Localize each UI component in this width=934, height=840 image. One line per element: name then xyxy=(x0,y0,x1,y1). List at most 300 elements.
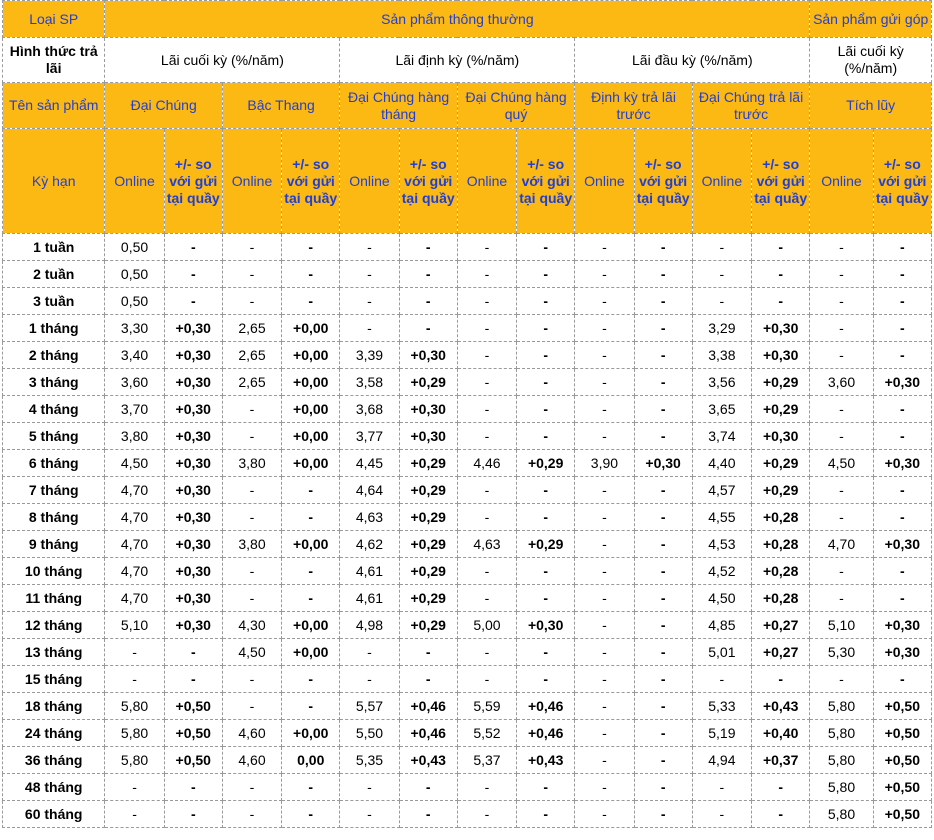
rate-diff-cell: +0,30 xyxy=(399,342,457,369)
term-cell: 24 tháng xyxy=(3,720,105,747)
rate-diff-cell: - xyxy=(517,396,575,423)
rate-online-cell: - xyxy=(340,288,399,315)
rate-online-cell: 0,50 xyxy=(105,261,164,288)
rate-diff-cell: - xyxy=(164,801,222,828)
rate-diff-cell: - xyxy=(399,315,457,342)
rate-online-cell: - xyxy=(222,423,281,450)
rate-online-cell: 4,40 xyxy=(692,450,751,477)
rate-diff-cell: - xyxy=(399,234,457,261)
rate-diff-cell: - xyxy=(282,585,340,612)
rate-online-cell: 4,63 xyxy=(340,504,399,531)
product-name-header: Tên sản phẩm xyxy=(3,83,105,129)
rate-online-cell: - xyxy=(457,639,516,666)
rate-diff-cell: +0,46 xyxy=(399,720,457,747)
rate-online-cell: - xyxy=(222,288,281,315)
rate-online-cell: 5,80 xyxy=(810,801,873,828)
table-row xyxy=(3,558,932,585)
rate-online-cell: 4,50 xyxy=(692,585,751,612)
rate-online-cell: 3,65 xyxy=(692,396,751,423)
rate-diff-cell: - xyxy=(634,423,692,450)
rate-diff-cell: +0,29 xyxy=(399,504,457,531)
rate-online-cell: - xyxy=(575,747,634,774)
rate-diff-cell: - xyxy=(517,639,575,666)
rate-online-cell: 3,56 xyxy=(692,369,751,396)
rate-online-cell: - xyxy=(810,666,873,693)
rate-diff-cell: +0,50 xyxy=(873,693,931,720)
term-cell: 1 tuần xyxy=(3,234,105,261)
rate-diff-cell: +0,28 xyxy=(752,558,810,585)
rate-diff-cell: +0,30 xyxy=(164,585,222,612)
rate-online-cell: - xyxy=(222,666,281,693)
rate-diff-cell: +0,29 xyxy=(399,612,457,639)
rate-online-cell: 4,98 xyxy=(340,612,399,639)
rate-diff-cell: - xyxy=(634,504,692,531)
rate-online-cell: 5,80 xyxy=(105,720,164,747)
rate-online-cell: - xyxy=(457,342,516,369)
table-row xyxy=(3,666,932,693)
rate-online-cell: - xyxy=(575,612,634,639)
rate-online-cell: - xyxy=(457,369,516,396)
payment-type-header: Hình thức trả lãi xyxy=(3,38,105,83)
rate-diff-cell: - xyxy=(517,288,575,315)
rate-diff-cell: - xyxy=(634,720,692,747)
rate-diff-cell: +0,30 xyxy=(164,531,222,558)
rate-online-cell: - xyxy=(575,396,634,423)
rate-diff-cell: 0,00 xyxy=(282,747,340,774)
rate-online-cell: 3,38 xyxy=(692,342,751,369)
rate-diff-cell: - xyxy=(164,666,222,693)
rate-online-cell: 3,68 xyxy=(340,396,399,423)
rate-diff-cell: +0,50 xyxy=(164,693,222,720)
rate-online-cell: - xyxy=(692,288,751,315)
rate-online-cell: - xyxy=(575,477,634,504)
rate-online-cell: 4,57 xyxy=(692,477,751,504)
rate-diff-cell: - xyxy=(634,477,692,504)
rate-online-cell: - xyxy=(575,720,634,747)
rate-online-cell: - xyxy=(105,774,164,801)
rate-online-cell: 4,70 xyxy=(105,585,164,612)
rate-online-cell: 3,60 xyxy=(810,369,873,396)
rate-diff-cell: - xyxy=(517,774,575,801)
rate-diff-cell: +0,30 xyxy=(752,342,810,369)
table-row xyxy=(3,288,932,315)
rate-online-cell: - xyxy=(692,234,751,261)
table-row xyxy=(3,342,932,369)
upfront-interest-header: Lãi đầu kỳ (%/năm) xyxy=(575,38,810,83)
rate-online-cell: - xyxy=(810,423,873,450)
rate-online-cell: 5,80 xyxy=(810,720,873,747)
term-cell: 8 tháng xyxy=(3,504,105,531)
rate-online-cell: 4,50 xyxy=(222,639,281,666)
product-dai-chung-tra-lai-truoc: Đại Chúng trả lãi trước xyxy=(692,83,810,129)
rate-online-cell: - xyxy=(692,801,751,828)
rate-online-cell: 0,50 xyxy=(105,234,164,261)
rate-online-cell: - xyxy=(575,315,634,342)
product-dai-chung-hang-quy: Đại Chúng hàng quý xyxy=(457,83,574,129)
rate-diff-cell: +0,30 xyxy=(164,477,222,504)
term-cell: 11 tháng xyxy=(3,585,105,612)
rate-diff-cell: +0,30 xyxy=(517,612,575,639)
rate-diff-cell: +0,29 xyxy=(399,450,457,477)
rate-online-cell: - xyxy=(575,342,634,369)
rate-diff-cell: +0,30 xyxy=(164,315,222,342)
rate-online-cell: 2,65 xyxy=(222,342,281,369)
rate-diff-cell: +0,29 xyxy=(399,369,457,396)
rate-diff-cell: - xyxy=(873,396,931,423)
rate-diff-cell: +0,29 xyxy=(399,531,457,558)
rate-online-cell: - xyxy=(222,477,281,504)
table-row xyxy=(3,504,932,531)
rate-online-cell: - xyxy=(575,423,634,450)
rate-diff-cell: - xyxy=(873,585,931,612)
rate-online-cell: 3,80 xyxy=(222,531,281,558)
rate-online-cell: 4,60 xyxy=(222,720,281,747)
rate-online-cell: 4,94 xyxy=(692,747,751,774)
rate-diff-cell: - xyxy=(752,801,810,828)
rate-diff-cell: - xyxy=(634,261,692,288)
rate-online-cell: 3,60 xyxy=(105,369,164,396)
rate-online-cell: - xyxy=(457,315,516,342)
rate-online-cell: - xyxy=(810,288,873,315)
rate-diff-cell: - xyxy=(282,558,340,585)
rate-online-cell: - xyxy=(457,774,516,801)
rate-online-cell: 4,55 xyxy=(692,504,751,531)
rate-diff-cell: - xyxy=(517,234,575,261)
rate-online-cell: 4,45 xyxy=(340,450,399,477)
rate-online-cell: 5,35 xyxy=(340,747,399,774)
rate-diff-cell: +0,30 xyxy=(164,558,222,585)
product-dinh-ky-tra-lai-truoc: Định kỳ trả lãi trước xyxy=(575,83,692,129)
rate-online-cell: 5,50 xyxy=(340,720,399,747)
rate-diff-cell: - xyxy=(634,558,692,585)
rate-diff-cell: - xyxy=(282,666,340,693)
rate-diff-cell: - xyxy=(282,504,340,531)
term-cell: 5 tháng xyxy=(3,423,105,450)
rate-online-cell: 4,70 xyxy=(105,504,164,531)
rate-online-cell: - xyxy=(457,234,516,261)
online-column-header: Online xyxy=(575,129,634,234)
rate-online-cell: - xyxy=(222,774,281,801)
rate-online-cell: 4,46 xyxy=(457,450,516,477)
rate-diff-cell: - xyxy=(517,801,575,828)
rate-diff-cell: - xyxy=(517,558,575,585)
rate-diff-cell: +0,28 xyxy=(752,531,810,558)
rate-diff-cell: - xyxy=(282,801,340,828)
installment-products-header: Sản phẩm gửi góp xyxy=(810,1,932,38)
rate-diff-cell: - xyxy=(634,315,692,342)
rate-diff-cell: - xyxy=(634,747,692,774)
rate-online-cell: 5,80 xyxy=(105,747,164,774)
rate-diff-cell: +0,30 xyxy=(164,423,222,450)
rate-online-cell: 5,00 xyxy=(457,612,516,639)
rate-online-cell: 4,70 xyxy=(105,477,164,504)
rate-diff-cell: - xyxy=(634,639,692,666)
rate-online-cell: - xyxy=(575,639,634,666)
regular-products-header: Sản phẩm thông thường xyxy=(105,1,810,38)
rate-diff-cell: - xyxy=(634,666,692,693)
rate-diff-cell: +0,50 xyxy=(164,720,222,747)
rate-diff-cell: +0,46 xyxy=(517,693,575,720)
rate-diff-cell: +0,27 xyxy=(752,639,810,666)
rate-diff-cell: - xyxy=(752,774,810,801)
rate-online-cell: 5,52 xyxy=(457,720,516,747)
rate-online-cell: - xyxy=(222,801,281,828)
rate-diff-cell: +0,50 xyxy=(873,747,931,774)
rate-online-cell: 5,19 xyxy=(692,720,751,747)
rate-online-cell: - xyxy=(575,504,634,531)
term-cell: 7 tháng xyxy=(3,477,105,504)
rate-diff-cell: +0,30 xyxy=(164,396,222,423)
rate-online-cell: - xyxy=(575,261,634,288)
online-column-header: Online xyxy=(340,129,399,234)
term-cell: 10 tháng xyxy=(3,558,105,585)
rate-online-cell: - xyxy=(692,774,751,801)
rate-diff-cell: +0,43 xyxy=(399,747,457,774)
rate-online-cell: 5,80 xyxy=(105,693,164,720)
rate-diff-cell: +0,29 xyxy=(517,531,575,558)
rate-online-cell: 4,63 xyxy=(457,531,516,558)
rate-diff-cell: +0,50 xyxy=(873,720,931,747)
rate-diff-cell: - xyxy=(399,774,457,801)
rate-online-cell: 4,61 xyxy=(340,585,399,612)
rate-diff-cell: +0,40 xyxy=(752,720,810,747)
rate-online-cell: - xyxy=(575,801,634,828)
rate-diff-cell: - xyxy=(634,234,692,261)
rate-online-cell: 3,29 xyxy=(692,315,751,342)
rate-online-cell: - xyxy=(810,342,873,369)
rate-online-cell: 3,90 xyxy=(575,450,634,477)
rate-online-cell: - xyxy=(457,477,516,504)
rate-diff-cell: - xyxy=(517,261,575,288)
rate-online-cell: 2,65 xyxy=(222,315,281,342)
rate-online-cell: 5,10 xyxy=(105,612,164,639)
term-cell: 60 tháng xyxy=(3,801,105,828)
table-row xyxy=(3,639,932,666)
rate-online-cell: - xyxy=(457,423,516,450)
rate-diff-cell: - xyxy=(634,342,692,369)
term-cell: 2 tháng xyxy=(3,342,105,369)
rate-diff-cell: - xyxy=(164,288,222,315)
rate-online-cell: 5,57 xyxy=(340,693,399,720)
rate-online-cell: 5,10 xyxy=(810,612,873,639)
rate-online-cell: - xyxy=(105,666,164,693)
rate-diff-cell: - xyxy=(399,261,457,288)
rate-online-cell: - xyxy=(457,801,516,828)
rate-diff-cell: - xyxy=(752,234,810,261)
rate-online-cell: - xyxy=(340,315,399,342)
rate-online-cell: - xyxy=(575,585,634,612)
rate-diff-cell: - xyxy=(282,234,340,261)
rate-diff-cell: +0,28 xyxy=(752,504,810,531)
rate-online-cell: - xyxy=(457,504,516,531)
term-cell: 1 tháng xyxy=(3,315,105,342)
rate-online-cell: 4,53 xyxy=(692,531,751,558)
rate-diff-cell: +0,30 xyxy=(873,450,931,477)
rate-online-cell: 5,30 xyxy=(810,639,873,666)
product-dai-chung-hang-thang: Đại Chúng hàng tháng xyxy=(340,83,457,129)
term-cell: 9 tháng xyxy=(3,531,105,558)
table-row xyxy=(3,720,932,747)
rate-online-cell: 5,01 xyxy=(692,639,751,666)
table-row xyxy=(3,369,932,396)
rate-online-cell: 4,62 xyxy=(340,531,399,558)
product-dai-chung: Đại Chúng xyxy=(105,83,222,129)
rate-diff-cell: - xyxy=(634,774,692,801)
rate-online-cell: - xyxy=(457,396,516,423)
rate-diff-cell: - xyxy=(399,666,457,693)
rate-online-cell: 3,70 xyxy=(105,396,164,423)
diff-column-header: +/- so với gửi tại quầy xyxy=(752,129,810,234)
rate-online-cell: - xyxy=(222,693,281,720)
term-cell: 3 tuần xyxy=(3,288,105,315)
rate-online-cell: 5,80 xyxy=(810,693,873,720)
term-header: Kỳ hạn xyxy=(3,129,105,234)
rate-diff-cell: +0,00 xyxy=(282,639,340,666)
rate-diff-cell: - xyxy=(634,585,692,612)
rate-diff-cell: +0,29 xyxy=(752,396,810,423)
rate-online-cell: 4,52 xyxy=(692,558,751,585)
term-cell: 3 tháng xyxy=(3,369,105,396)
installment-end-of-term-header: Lãi cuối kỳ (%/năm) xyxy=(810,38,932,83)
rate-diff-cell: - xyxy=(873,504,931,531)
rate-diff-cell: - xyxy=(164,234,222,261)
rate-diff-cell: +0,00 xyxy=(282,396,340,423)
rate-online-cell: 2,65 xyxy=(222,369,281,396)
rate-diff-cell: - xyxy=(517,315,575,342)
rate-diff-cell: - xyxy=(634,693,692,720)
rate-online-cell: - xyxy=(575,234,634,261)
rate-online-cell: 4,60 xyxy=(222,747,281,774)
rate-diff-cell: +0,00 xyxy=(282,531,340,558)
rate-diff-cell: - xyxy=(873,261,931,288)
rate-online-cell: - xyxy=(340,261,399,288)
rate-online-cell: 5,37 xyxy=(457,747,516,774)
rate-diff-cell: +0,00 xyxy=(282,612,340,639)
rate-diff-cell: +0,29 xyxy=(399,585,457,612)
online-column-header: Online xyxy=(457,129,516,234)
rate-diff-cell: +0,00 xyxy=(282,369,340,396)
term-cell: 12 tháng xyxy=(3,612,105,639)
rate-online-cell: 3,80 xyxy=(222,450,281,477)
rate-diff-cell: +0,29 xyxy=(752,369,810,396)
rate-diff-cell: +0,30 xyxy=(164,450,222,477)
rate-online-cell: 3,80 xyxy=(105,423,164,450)
rate-online-cell: - xyxy=(457,288,516,315)
table-row xyxy=(3,423,932,450)
rate-online-cell: - xyxy=(575,531,634,558)
rate-diff-cell: +0,46 xyxy=(399,693,457,720)
rate-online-cell: - xyxy=(810,477,873,504)
rate-diff-cell: +0,30 xyxy=(399,396,457,423)
rate-diff-cell: +0,50 xyxy=(164,747,222,774)
rate-diff-cell: +0,30 xyxy=(873,639,931,666)
term-cell: 13 tháng xyxy=(3,639,105,666)
table-row xyxy=(3,315,932,342)
rate-online-cell: - xyxy=(222,585,281,612)
rate-online-cell: - xyxy=(575,558,634,585)
table-row xyxy=(3,774,932,801)
rate-diff-cell: +0,30 xyxy=(873,612,931,639)
rate-online-cell: - xyxy=(222,261,281,288)
rate-diff-cell: - xyxy=(873,423,931,450)
rate-online-cell: - xyxy=(810,558,873,585)
rate-diff-cell: - xyxy=(399,288,457,315)
rate-online-cell: - xyxy=(810,585,873,612)
rate-diff-cell: +0,30 xyxy=(399,423,457,450)
rate-diff-cell: +0,30 xyxy=(752,423,810,450)
rate-diff-cell: - xyxy=(873,234,931,261)
rate-online-cell: 3,74 xyxy=(692,423,751,450)
term-cell: 6 tháng xyxy=(3,450,105,477)
rate-diff-cell: +0,00 xyxy=(282,423,340,450)
rate-diff-cell: - xyxy=(752,288,810,315)
rate-diff-cell: +0,29 xyxy=(399,558,457,585)
rate-diff-cell: - xyxy=(873,342,931,369)
rate-diff-cell: +0,50 xyxy=(873,774,931,801)
table-row xyxy=(3,585,932,612)
rate-diff-cell: - xyxy=(164,261,222,288)
rate-online-cell: 4,85 xyxy=(692,612,751,639)
product-bac-thang: Bậc Thang xyxy=(222,83,339,129)
rate-diff-cell: - xyxy=(282,261,340,288)
rate-diff-cell: - xyxy=(282,288,340,315)
rate-online-cell: - xyxy=(340,666,399,693)
table-row xyxy=(3,261,932,288)
rate-online-cell: 0,50 xyxy=(105,288,164,315)
rate-online-cell: - xyxy=(575,666,634,693)
rate-online-cell: 4,30 xyxy=(222,612,281,639)
rate-diff-cell: - xyxy=(873,315,931,342)
rate-diff-cell: +0,29 xyxy=(399,477,457,504)
rate-diff-cell: +0,30 xyxy=(873,531,931,558)
rate-diff-cell: +0,29 xyxy=(517,450,575,477)
loai-sp-header: Loại SP xyxy=(3,1,105,38)
rate-online-cell: 5,80 xyxy=(810,774,873,801)
rate-online-cell: - xyxy=(575,369,634,396)
rate-diff-cell: +0,28 xyxy=(752,585,810,612)
rate-diff-cell: +0,00 xyxy=(282,450,340,477)
rate-online-cell: - xyxy=(340,801,399,828)
rate-online-cell: 5,33 xyxy=(692,693,751,720)
rate-online-cell: - xyxy=(222,504,281,531)
rate-diff-cell: +0,43 xyxy=(752,693,810,720)
rate-diff-cell: - xyxy=(517,369,575,396)
rate-diff-cell: - xyxy=(634,288,692,315)
rate-online-cell: - xyxy=(105,801,164,828)
rate-diff-cell: - xyxy=(634,531,692,558)
diff-column-header: +/- so với gửi tại quầy xyxy=(634,129,692,234)
rate-diff-cell: - xyxy=(517,585,575,612)
term-cell: 15 tháng xyxy=(3,666,105,693)
rate-online-cell: 3,40 xyxy=(105,342,164,369)
table-row xyxy=(3,801,932,828)
rate-diff-cell: +0,29 xyxy=(752,477,810,504)
rate-online-cell: - xyxy=(810,234,873,261)
online-column-header: Online xyxy=(810,129,873,234)
rate-diff-cell: - xyxy=(517,342,575,369)
rate-diff-cell: - xyxy=(282,774,340,801)
rate-online-cell: - xyxy=(575,288,634,315)
rate-online-cell: - xyxy=(340,234,399,261)
rate-online-cell: - xyxy=(810,504,873,531)
rate-diff-cell: - xyxy=(752,261,810,288)
rate-diff-cell: +0,30 xyxy=(873,369,931,396)
product-tich-luy: Tích lũy xyxy=(810,83,932,129)
rate-diff-cell: +0,27 xyxy=(752,612,810,639)
rate-online-cell: - xyxy=(340,639,399,666)
rate-online-cell: - xyxy=(222,234,281,261)
rate-diff-cell: +0,46 xyxy=(517,720,575,747)
